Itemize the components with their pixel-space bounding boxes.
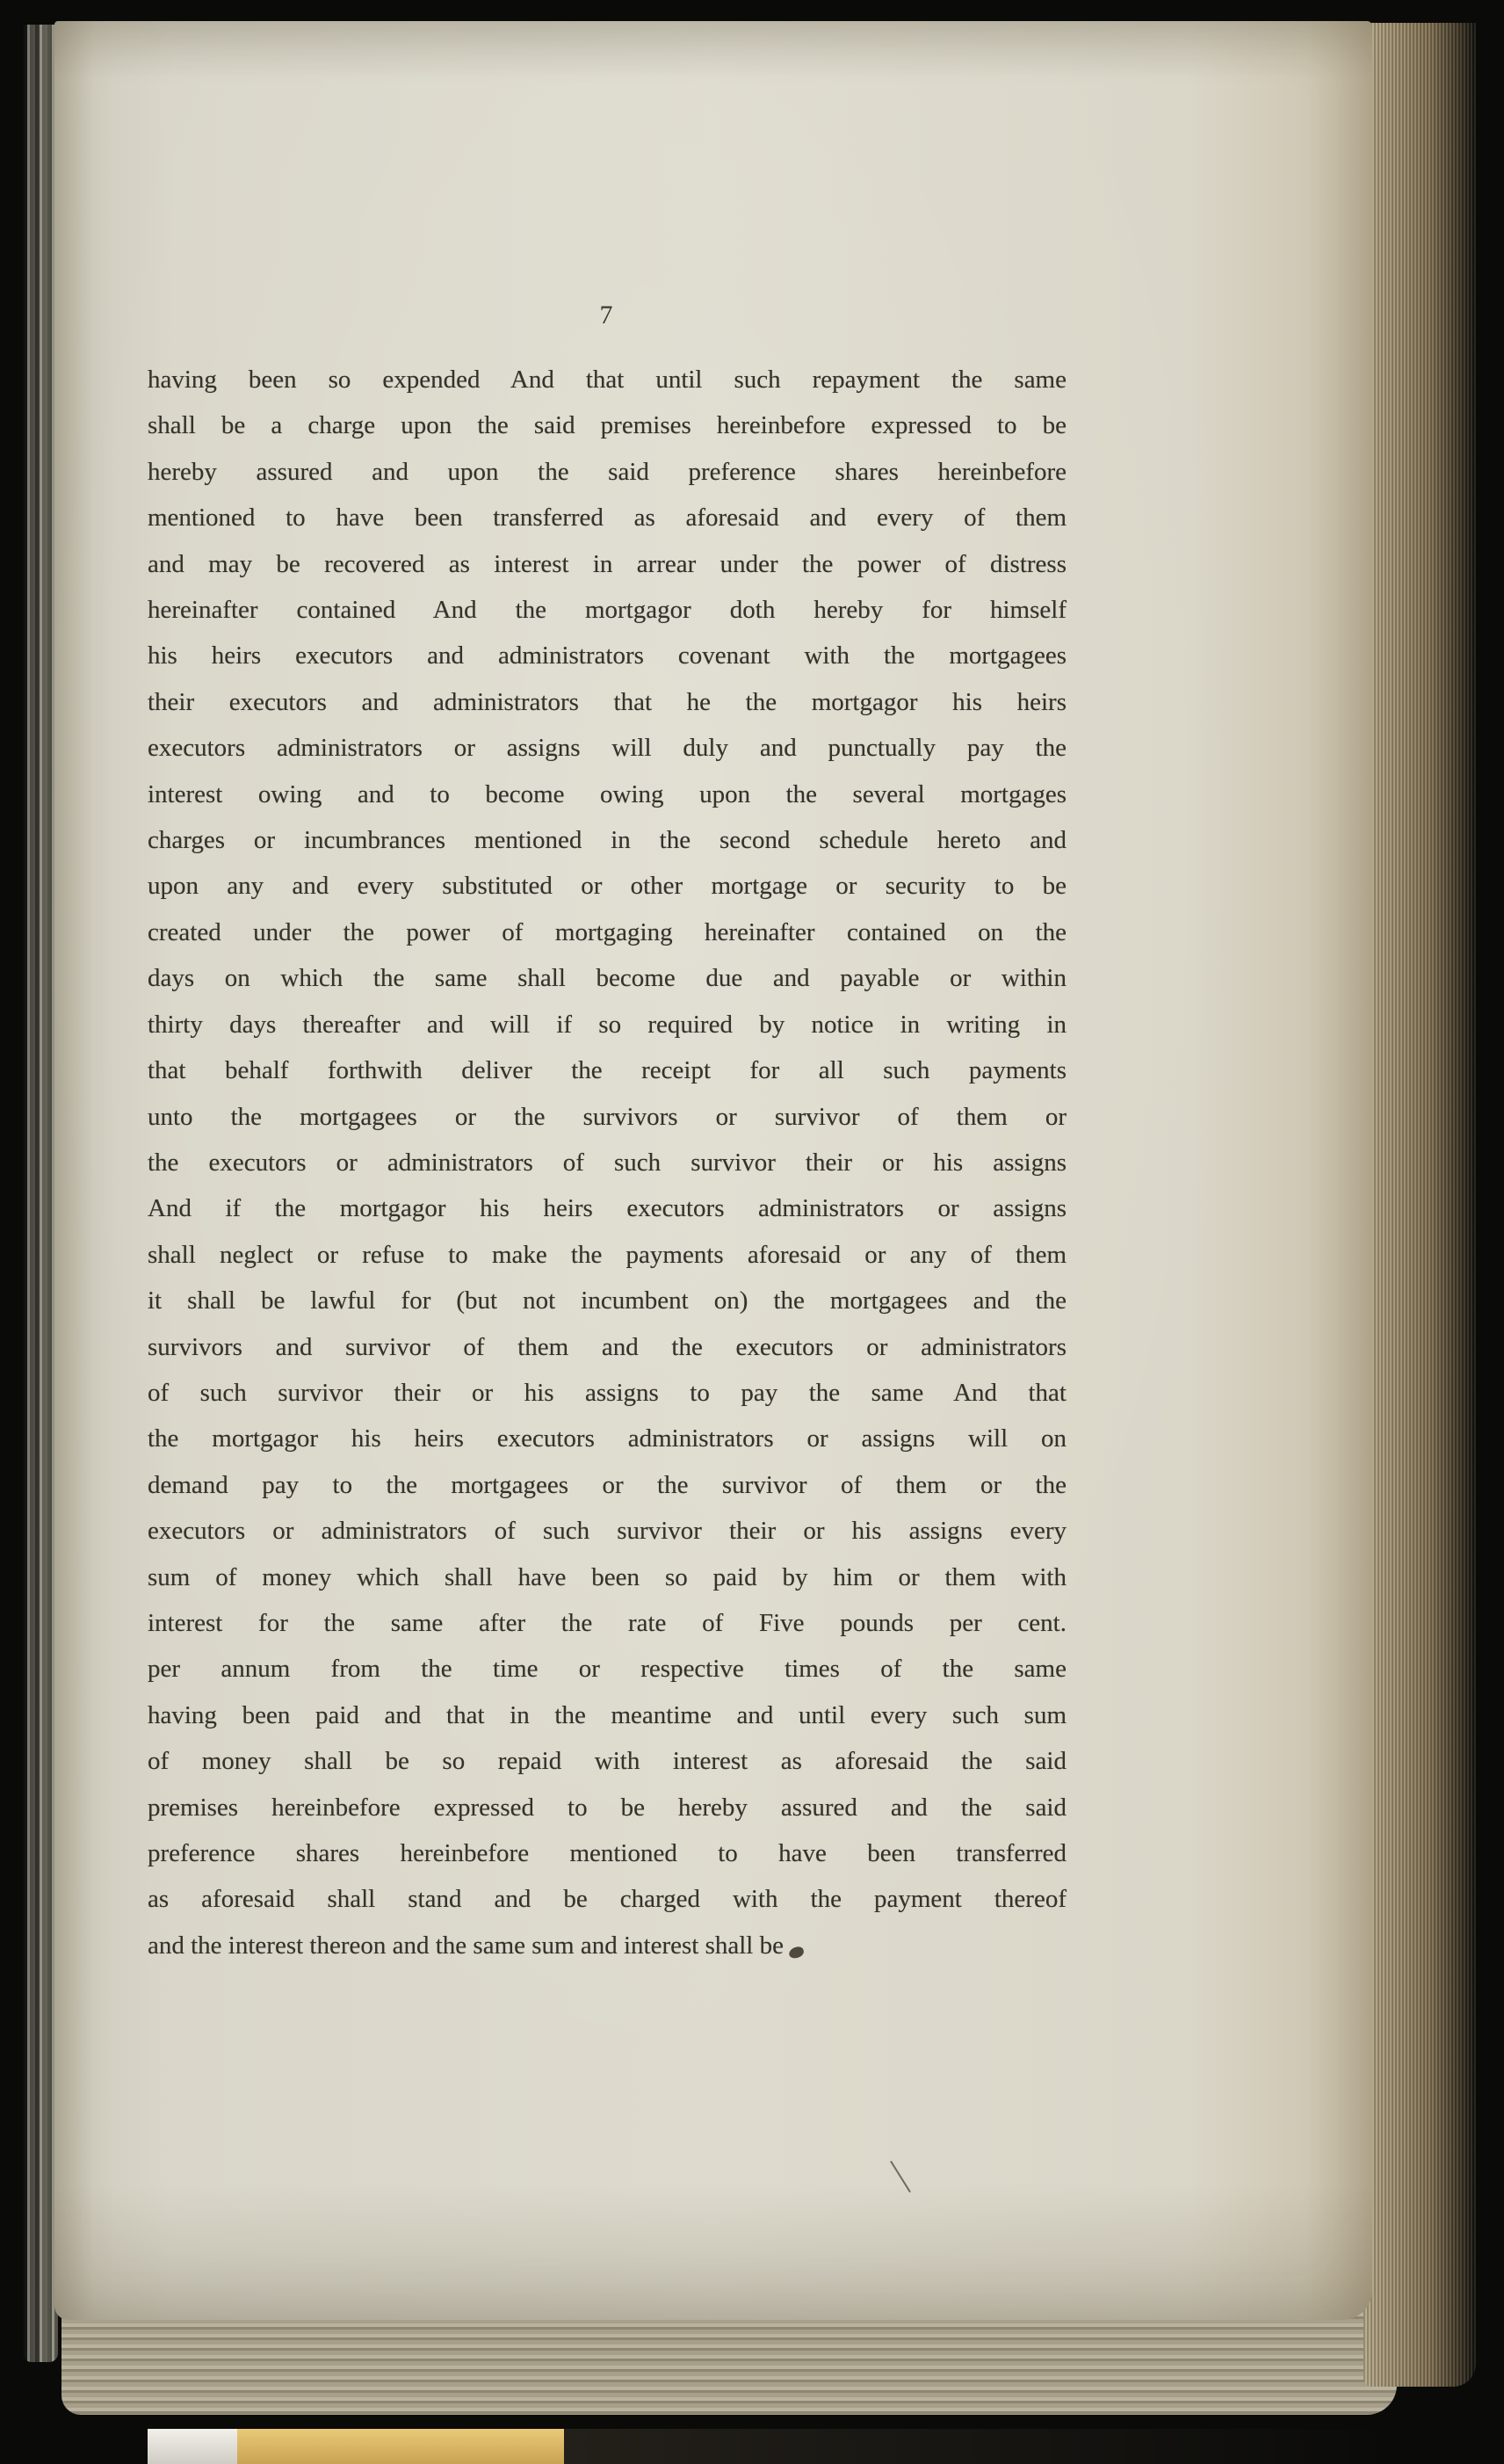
fore-edge-pages (1363, 23, 1476, 2387)
body-text (148, 357, 1067, 1968)
text-line: premises hereinbefore expressed to be hereby assured and the said (148, 1793, 1067, 1822)
text-line: of such survivor their or his assigns to pay the same And that (148, 1378, 1067, 1407)
text-line: executors administrators or assigns will duly and punctually pay the (148, 734, 1067, 763)
book-page (54, 21, 1372, 2320)
text-line: thirty days thereafter and will if so required by notice in writing in (148, 1010, 1067, 1039)
text-line: sum of money which shall have been so paid by him or them with (148, 1562, 1067, 1591)
text-line: interest owing and to become owing upon the several mortgages (148, 779, 1067, 808)
text-line: unto the mortgagees or the survivors or survivor of them or (148, 1102, 1067, 1131)
text-line: it shall be lawful for (but not incumbent on) the mortgagees and the (148, 1286, 1067, 1315)
text-line: demand pay to the mortgagees or the survivor of them or the (148, 1470, 1067, 1499)
text-line: shall neglect or refuse to make the payments aforesaid or any of them (148, 1240, 1067, 1269)
text-line: interest for the same after the rate of Five pounds per cent. (148, 1608, 1067, 1637)
text-line: the mortgagor his heirs executors administrators or assigns will on (148, 1424, 1067, 1453)
text-line: charges or incumbrances mentioned in the second schedule hereto and (148, 826, 1067, 855)
text-line: upon any and every substituted or other mortgage or security to be (148, 872, 1067, 901)
left-page-edges (23, 25, 58, 2362)
text-line: survivors and survivor of them and the executors or administrators (148, 1332, 1067, 1361)
bottom-object-yellow (237, 2429, 564, 2464)
page-number: 7 (599, 301, 614, 330)
text-line: hereby assured and upon the said preference shares hereinbefore (148, 457, 1067, 486)
text-line: shall be a charge upon the said premises hereinbefore expressed to be (148, 411, 1067, 440)
text-line: the executors or administrators of such survivor their or his assigns (148, 1148, 1067, 1177)
text-line: having been paid and that in the meantime and until every such sum (148, 1700, 1067, 1729)
text-line: his heirs executors and administrators covenant with the mortgagees (148, 641, 1067, 670)
text-line: created under the power of mortgaging hereinafter contained on the (148, 917, 1067, 946)
text-line: their executors and administrators that he the mortgagor his heirs (148, 687, 1067, 716)
text-line: having been so expended And that until such repayment the same (148, 366, 1067, 394)
text-line: And if the mortgagor his heirs executors administrators or assigns (148, 1194, 1067, 1223)
text-line: executors or administrators of such survivor their or his assigns every (148, 1517, 1067, 1546)
bottom-object-white (148, 2429, 237, 2464)
text-line: hereinafter contained And the mortgagor doth hereby for himself (148, 596, 1067, 625)
text-line: that behalf forthwith deliver the receipt for all such payments (148, 1056, 1067, 1085)
text-line: and the interest thereon and the same sum and interest shall be (148, 1931, 784, 1960)
text-line: days on which the same shall become due and payable or within (148, 964, 1067, 993)
pen-mark (890, 2161, 911, 2193)
text-line: mentioned to have been transferred as aforesaid and every of them (148, 504, 1067, 533)
text-line: of money shall be so repaid with interest as aforesaid the said (148, 1747, 1067, 1776)
text-line: preference shares hereinbefore mentioned to have been transferred (148, 1839, 1067, 1867)
text-line: and may be recovered as interest in arrear under the power of distress (148, 549, 1067, 578)
bottom-shadow-strip (564, 2429, 1399, 2464)
text-line: per annum from the time or respective times of the same (148, 1655, 1067, 1684)
text-line: as aforesaid shall stand and be charged with the payment thereof (148, 1885, 1067, 1914)
